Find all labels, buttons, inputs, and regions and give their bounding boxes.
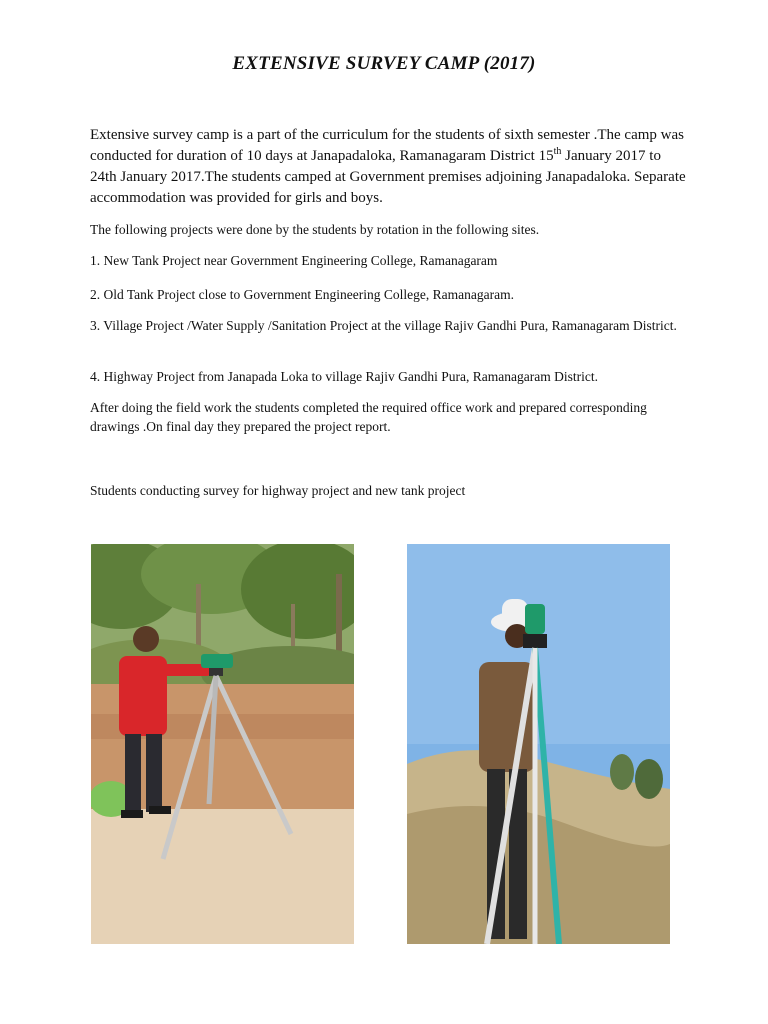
photo-highway-survey-illustration [91,544,354,944]
intro-superscript: th [553,146,562,157]
photo-tank-survey-illustration [407,544,670,944]
conclusion-paragraph: After doing the field work the students completed the required office work and prepared corresponding drawings .On final day they prepared the project report. [90,400,647,434]
photo-new-tank-project [407,544,670,944]
intro-text-part1: Extensive survey camp is a part of the curriculum for the students of sixth semester .The camp was conducted for duration of 10 days at Janapadaloka, Ramanagaram District 15 [90,127,684,164]
intro-paragraph [90,125,690,209]
photo-caption: Students conducting survey for highway project and new tank project [90,483,466,498]
document-title: EXTENSIVE SURVEY CAMP (2017) [232,53,536,74]
project-item-3: 3. Village Project /Water Supply /Sanitation Project at the village Rajiv Gandhi Pura, Ramanagaram District. [90,318,677,333]
project-item-2: 2. Old Tank Project close to Government Engineering College, Ramanagaram. [90,287,514,302]
project-item-1: 1. New Tank Project near Government Engineering College, Ramanagaram [90,253,498,268]
photo-highway-project [91,544,354,944]
intro-text-part2: January 2017 to 24th January 2017.The students camped at Government premises adjoining Janapadaloka. Separate accommodation was provided for girls and boys. [90,148,686,206]
project-item-4: 4. Highway Project from Janapada Loka to village Rajiv Gandhi Pura, Ramanagaram District. [90,369,598,384]
projects-intro: The following projects were done by the students by rotation in the following sites. [90,222,540,237]
